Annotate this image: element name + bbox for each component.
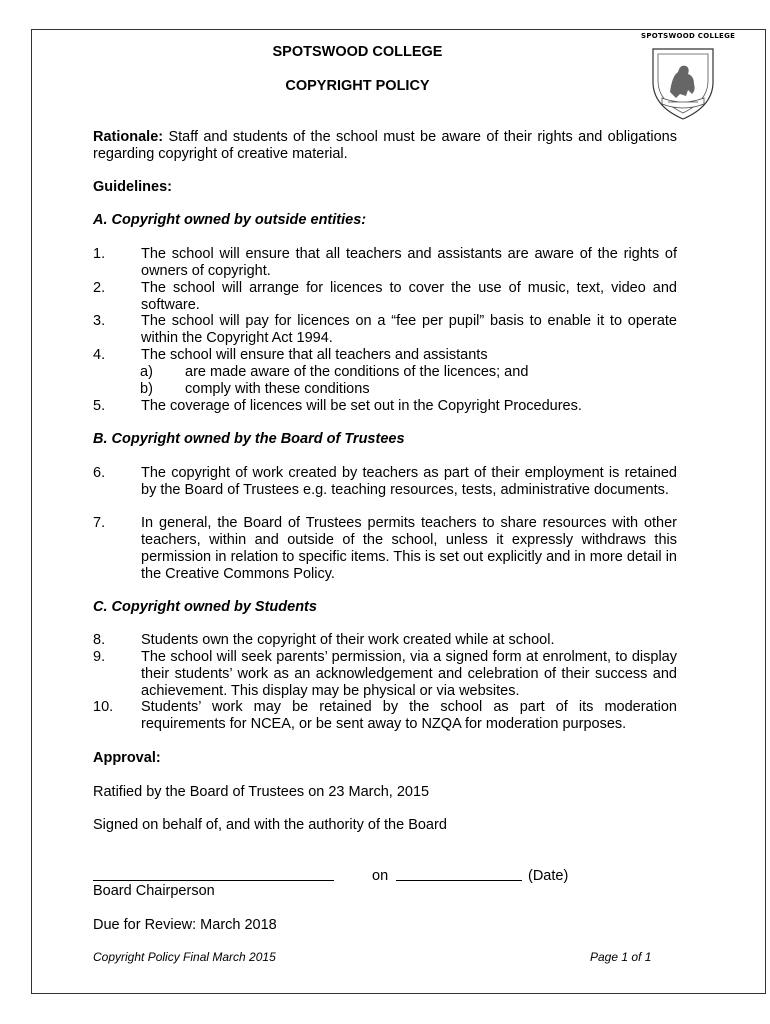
- college-name: SPOTSWOOD COLLEGE: [272, 44, 443, 60]
- item-text: The school will ensure that all teachers and assistants: [141, 347, 488, 363]
- rationale-text: Staff and students of the school must be aware of their rights and obligations regarding copyright of creative material.: [93, 129, 677, 162]
- approval-heading: Approval:: [93, 750, 161, 766]
- rationale-label: Rationale:: [93, 129, 164, 145]
- item-number: 7.: [93, 515, 106, 531]
- section-a-heading: A. Copyright owned by outside entities:: [93, 212, 367, 228]
- sub-item-letter: a): [140, 364, 153, 380]
- item-number: 1.: [93, 246, 106, 262]
- item-number: 4.: [93, 347, 106, 363]
- section-c-heading: C. Copyright owned by Students: [93, 599, 317, 615]
- policy-title: COPYRIGHT POLICY: [285, 78, 430, 94]
- item-text: The coverage of licences will be set out in the Copyright Procedures.: [141, 398, 582, 414]
- item-text: Students own the copyright of their work created while at school.: [141, 632, 555, 648]
- rationale-paragraph: [93, 129, 677, 163]
- date-line: [396, 880, 522, 881]
- date-label: (Date): [528, 868, 569, 884]
- item-text: Students’ work may be retained by the school as part of its moderation requirements for NCEA, or be sent away to NZQA for moderation purposes.: [141, 699, 677, 732]
- sub-item-letter: b): [140, 381, 153, 397]
- sub-item-text: are made aware of the conditions of the licences; and: [185, 364, 529, 380]
- ratified-text: Ratified by the Board of Trustees on 23 March, 2015: [93, 784, 430, 800]
- signatory-label: Board Chairperson: [93, 883, 215, 899]
- crest-label: SPOTSWOOD COLLEGE: [641, 32, 736, 40]
- sub-item-text: comply with these conditions: [185, 381, 370, 397]
- page-border: [31, 29, 766, 994]
- item-number: 3.: [93, 313, 106, 329]
- item-text: The school will pay for licences on a “fee per pupil” basis to enable it to operate within the Copyright Act 1994.: [141, 313, 677, 346]
- signed-text: Signed on behalf of, and with the authority of the Board: [93, 817, 447, 833]
- on-label: on: [372, 868, 389, 884]
- item-number: 2.: [93, 280, 106, 296]
- item-text: The school will ensure that all teachers and assistants are aware of the rights of owners of copyright.: [141, 246, 677, 279]
- item-number: 10.: [93, 699, 114, 715]
- signature-line: [93, 880, 334, 881]
- item-number: 9.: [93, 649, 106, 665]
- footer-page-number: Page 1 of 1: [590, 950, 652, 964]
- footer-document-name: Copyright Policy Final March 2015: [93, 950, 276, 964]
- item-text: The copyright of work created by teachers as part of their employment is retained by the Board of Trustees e.g. teaching resources, tests, administrative documents.: [141, 465, 677, 498]
- item-number: 6.: [93, 465, 106, 481]
- item-text: The school will arrange for licences to cover the use of music, text, video and software.: [141, 280, 677, 313]
- college-crest-logo: [650, 46, 716, 122]
- section-b-heading: B. Copyright owned by the Board of Trustees: [93, 431, 405, 447]
- item-text: In general, the Board of Trustees permits teachers to share resources with other teachers, within and outside of the school, unless it expressly withdraws this permission in relation to specific items. This is set out explicitly and in more detail in the Creative Commons Policy.: [141, 515, 677, 582]
- review-date: Due for Review: March 2018: [93, 917, 277, 933]
- item-number: 5.: [93, 398, 106, 414]
- guidelines-heading: Guidelines:: [93, 179, 172, 195]
- item-text: The school will seek parents’ permission, via a signed form at enrolment, to display their students’ work as an acknowledgement and celebration of their success and achievement. This display may be physical or via websites.: [141, 649, 677, 699]
- item-number: 8.: [93, 632, 106, 648]
